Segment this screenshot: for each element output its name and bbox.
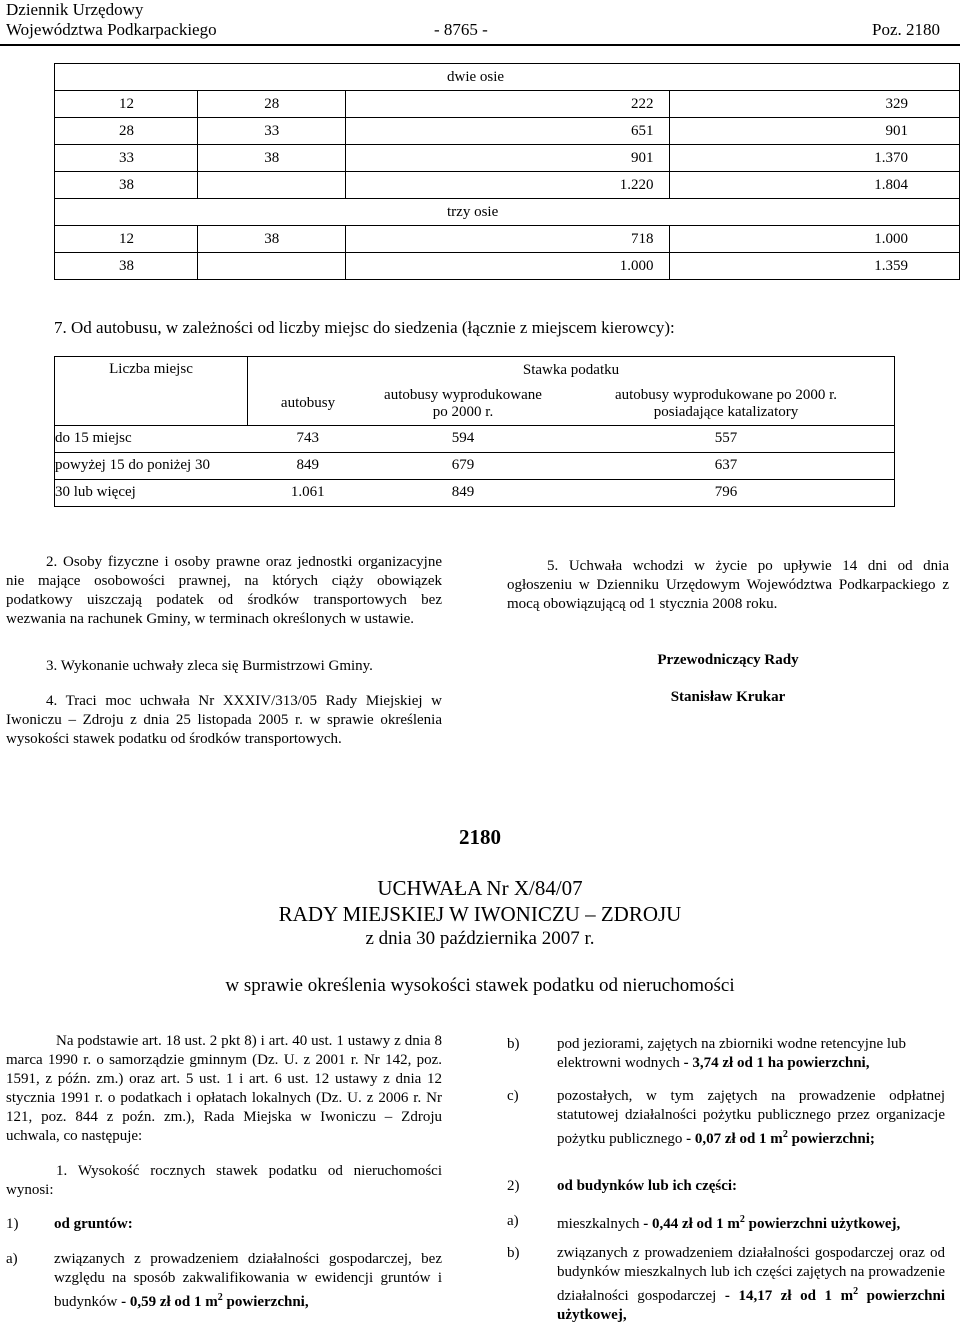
table-row: 33 38 901 1.370 [55, 145, 960, 172]
item-b2-number: b) [507, 1245, 520, 1261]
col-header-catalyst: autobusy wyprodukowane po 2000 r. posiadające katalizatory [558, 383, 895, 425]
paragraph-1: 1. Wysokość rocznych stawek podatku od nieruchomości wynosi: [6, 1163, 442, 1198]
paragraph-3: 3. Wykonanie uchwały zleca się Burmistrzowi Gminy. [46, 658, 373, 674]
col-header-buses: autobusy [248, 383, 369, 425]
act-title-1: UCHWAŁA Nr X/84/07 [377, 876, 583, 900]
paragraph-5: 5. Uchwała wchodzi w życie po upływie 14 dni od dnia ogłoszeniu w Dzienniku Urzędowym Województwa Podkarpackiego z mocą obowiązującą od 1 stycznia 2008 roku. [507, 558, 949, 612]
act-title-2: RADY MIEJSKIEJ W IWONICZU – ZDROJU [278, 902, 682, 926]
table-row: 38 1.220 1.804 [55, 172, 960, 199]
paragraph-2: 2. Osoby fizyczne i osoby prawne oraz jednostki organizacyjne nie mające osobowości prawnej, na których ciąży obowiązek podatkowy uiszczają podatek od środków transportowych bez wezwania na rachunek Gminy, w terminach określonych w ustawie. [6, 554, 442, 627]
axles-table [54, 63, 960, 280]
table-row: 38 1.000 1.359 [55, 253, 960, 280]
item-1-text: od gruntów: [54, 1216, 133, 1232]
item-a-number: a) [6, 1251, 18, 1267]
journal-title-line2: Województwa Podkarpackiego [6, 20, 217, 39]
table-row: do 15 miejsc 743 594 557 [55, 425, 895, 452]
item-2-text: od budynków lub ich części: [557, 1178, 738, 1194]
table-row: 30 lub więcej 1.061 849 796 [55, 479, 895, 506]
item-c: pozostałych, w tym zajętych na prowadzenie odpłatnej statutowej działalności pożytku publicznego przez organizacje pożytku publicznego - 0,07 zł od 1 $m^2$ powierzchni; [557, 1088, 945, 1147]
item-2-number: 2) [507, 1178, 520, 1194]
item-1-number: 1) [6, 1216, 19, 1232]
item-b2: związanych z prowadzeniem działalności gospodarczej oraz od budynków mieszkalnych lub ich części zajętych na prowadzenie działalności gospodarczej - 14,17 zł od 1 $m^2$ powierzchni użytkowej, [557, 1245, 945, 1323]
act-intro: Na podstawie art. 18 ust. 2 pkt 8) i art. 40 ust. 1 ustawy z dnia 8 marca 1990 r. o samorządzie gminnym (Dz. U. z 2001 r. Nr 142, poz. 1591, z późn. zm.) oraz art. 5 ust. 1 i art. 6 ust. 12 ustawy z dnia 12 stycznia 1991 r. o podatkach i opłatach lokalnych (Dz. U. z 2006 r. Nr 121, poz. 844 z poźn. zm.), Rada Miejska w Iwoniczu – Zdroju uchwala, co następuje: [6, 1033, 442, 1144]
act-number: 2180 [459, 825, 501, 849]
section-two-axles: dwie osie [55, 64, 960, 91]
item-7-heading: 7. Od autobusu, w zależności od liczby miejsc do siedzenia (łącznie z miejscem kierowcy): [54, 318, 675, 337]
header-rule [0, 44, 960, 46]
item-a2-number: a) [507, 1213, 519, 1229]
paragraph-4: 4. Traci moc uchwała Nr XXXIV/313/05 Rady Miejskiej w Iwoniczu – Zdroju z dnia 25 listopada 2005 r. w sprawie określenia wysokości stawek podatku od środków transportowych. [6, 693, 442, 747]
item-a: związanych z prowadzeniem działalności gospodarczej, bez względu na sposób zakwalifikowania w ewidencji gruntów i budynków - 0,59 zł od 1 $m^2$ powierzchni, [54, 1251, 442, 1310]
section-three-axles: trzy osie [55, 199, 960, 226]
journal-title-line1: Dziennik Urzędowy [6, 0, 144, 19]
page-number: - 8765 - [434, 20, 488, 39]
item-b: pod jeziorami, zajętych na zbiorniki wodne retencyjne lub elektrowni wodnych - 3,74 zł od 1 ha powierzchni, [557, 1036, 907, 1071]
item-b-number: b) [507, 1036, 520, 1052]
chair-title: Przewodniczący Rady [657, 652, 799, 668]
bus-table [54, 356, 895, 507]
table-row: 28 33 651 901 [55, 118, 960, 145]
table-row: powyżej 15 do poniżej 30 849 679 637 [55, 452, 895, 479]
item-a2: mieszkalnych - 0,44 zł od 1 $m^2$ powierzchni użytkowej, [557, 1214, 901, 1232]
item-c-number: c) [507, 1088, 519, 1104]
table-row: 12 38 718 1.000 [55, 226, 960, 253]
chair-name: Stanisław Krukar [670, 689, 786, 705]
col-header-seats: Liczba miejsc [55, 357, 248, 426]
act-date: z dnia 30 października 2007 r. [365, 928, 595, 949]
col-header-rate: Stawka podatku [248, 357, 895, 384]
position-number: Poz. 2180 [872, 20, 940, 39]
table-row: 12 28 222 329 [55, 91, 960, 118]
col-header-post2000: autobusy wyprodukowane po 2000 r. [368, 383, 558, 425]
act-subject: w sprawie określenia wysokości stawek podatku od nieruchomości [225, 975, 735, 996]
